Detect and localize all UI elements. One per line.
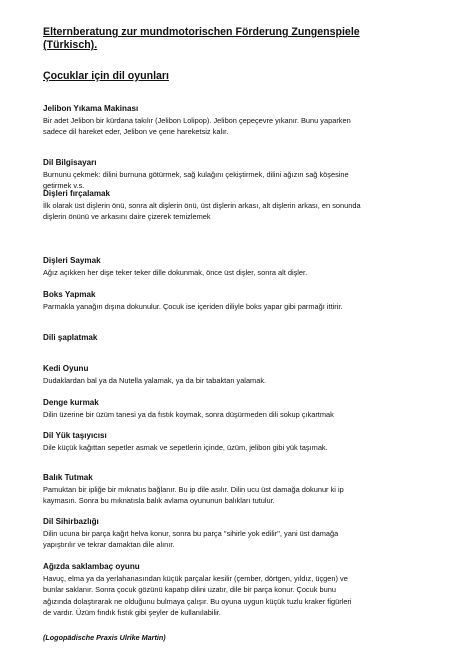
section-body-line: Parmakla yanağın dışına dokunulur. Çocuk ise içeriden diliyle boks yapar gibi parmağı ittirir. xyxy=(43,302,343,311)
section-body-line: de vardır. Üzüm fındık fıstık gibi şeyler de kullanılabilir. xyxy=(43,607,221,617)
document-title xyxy=(43,26,360,52)
section-body-line: ağızında dolaştırarak ne olduğunu bulmaya çalışır. Bu oyuna uygun küçük tuzlu kraker figürleri xyxy=(43,596,352,606)
section-body-line: yapıştırılır ve tekrar damaktan dile alınır. xyxy=(43,540,175,550)
section-body-line: kaymasın. Sonra bu mıknatısla balık avlama oyununun balıkları tutulur. xyxy=(43,496,275,506)
section-heading: Dil Sihirbazlığı xyxy=(43,517,99,526)
section-heading: Balık Tutmak xyxy=(43,473,93,482)
section-heading: Kedi Oyunu xyxy=(43,364,89,373)
section-body-line: sadece dil hareket eder, Jelibon ve çene hareketsiz kalır. xyxy=(43,127,229,137)
section-heading: Dili şaplatmak xyxy=(43,333,98,342)
section-body-line: Burnunu çekmek: dilini burnuna götürmek, sağ kulağını çekiştirmek, dilini ağızın sağ köşesine xyxy=(43,170,349,179)
section-body-line: getirmek v.s. xyxy=(43,181,85,191)
section-heading: Dil Yük taşıyıcısı xyxy=(43,431,107,440)
section-body-line: bunlar saklanır. Sonra çocuk gözünü kapatıp dilini uzatır, dile bir parça konur. Çocuk bunu xyxy=(43,585,336,595)
section-heading: Boks Yapmak xyxy=(43,290,96,299)
section-heading: Ağızda saklambaç oyunu xyxy=(43,562,140,571)
section-body-line: Bir adet Jelibon bir kürdana takılır (Jelibon Lolipop). Jelibon çepeçevre yıkanır. Bunu yaparken xyxy=(43,116,351,125)
section-body-line: Dile küçük kağıttan sepetler asmak ve sepetlerin içinde, üzüm, jelibon gibi yük taşımak. xyxy=(43,443,328,452)
section-heading: Dişleri Saymak xyxy=(43,256,101,265)
section-heading: Denge kurmak xyxy=(43,398,99,407)
section-body-line: İlk olarak üst dişlerin önü, sonra alt dişlerin önü, üst dişlerin arkası, alt dişlerin arkası, en sonunda xyxy=(43,201,361,210)
section-heading: Dil Bilgisayarı xyxy=(43,158,97,167)
section-body-line: Ağız açıkken her dişe teker teker dille dokunmak, önce üst dişler, sonra alt dişler. xyxy=(43,268,308,277)
section-heading: Jelibon Yıkama Makinası xyxy=(43,104,139,113)
section-body-line: Dudaklardan bal ya da Nutella yalamak, ya da bir tabaktan yalamak. xyxy=(43,376,267,385)
title-line-2: (Türkisch). xyxy=(43,39,98,51)
section-body-line: Dilin üzerine bir üzüm tanesi ya da fıstık koymak, sonra düşürmeden dili sokup çıkartmak xyxy=(43,410,334,419)
section-body-line: dişlerin önünü ve arkasını daire çizerek temizlemek xyxy=(43,212,211,222)
section-body-line: Dilin ucuna bir parça kağıt helva konur, sonra bu parça ''sihirle yok edilir'', yani üst damağa xyxy=(43,529,339,538)
section-body-line: Havuç, elma ya da yerlahanasından küçük parçalar kesilir (çember, dörtgen, yıldız, üçgen) ve xyxy=(43,574,348,583)
section-heading: Dişleri fırçalamak xyxy=(43,189,111,198)
title-line-1: Elternberatung zur mundmotorischen Förderung Zungenspiele xyxy=(43,26,360,38)
footer-credit: (Logopädische Praxis Ulrike Martin) xyxy=(43,633,166,642)
document-subtitle: Çocuklar için dil oyunları xyxy=(43,70,169,82)
section-body-line: Pamuktan bir ipliğe bir mıknatıs bağlanır. Bu ip dile asılır. Dilin ucu üst damağa dokunur ki ip xyxy=(43,485,344,494)
